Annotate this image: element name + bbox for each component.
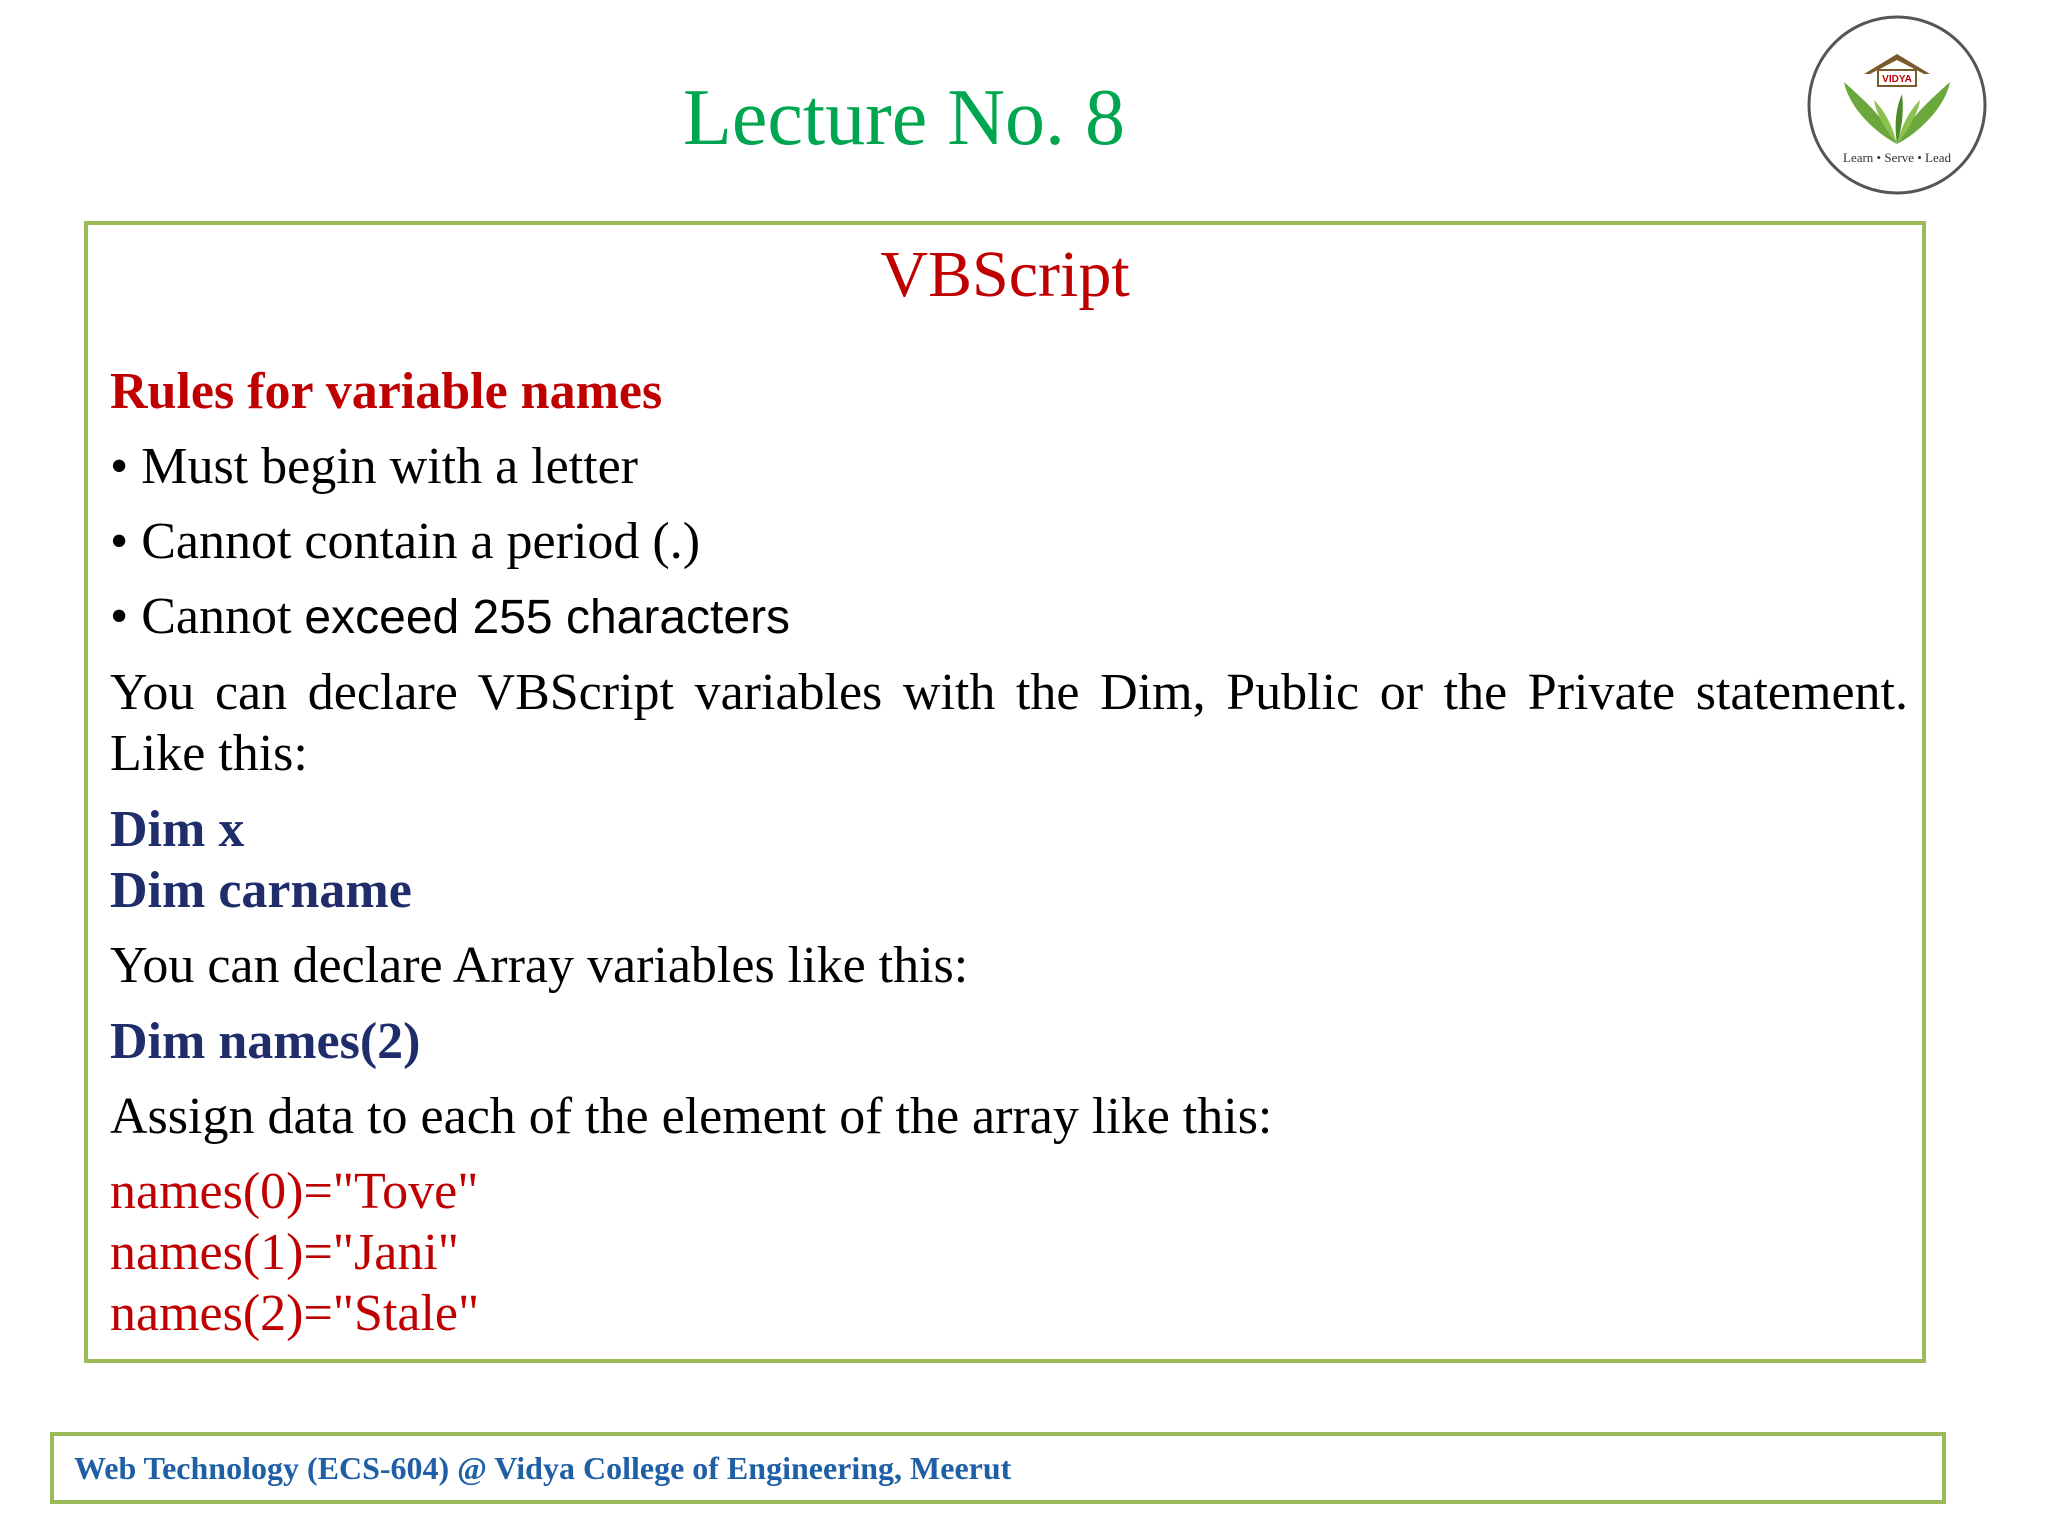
rule-item-suffix: exceed 255 characters [304, 591, 791, 644]
content-box [84, 221, 1926, 1363]
assignment-line: names(1)="Jani" [110, 1224, 460, 1281]
rule-item: • Cannot contain a period (.) [110, 513, 701, 570]
lecture-title: Lecture No. 8 [682, 74, 1126, 162]
rule-item: • Must begin with a letter [110, 438, 638, 495]
array-intro: You can declare Array variables like this: [110, 937, 969, 994]
rule-item [110, 587, 790, 647]
footer-text: Web Technology (ECS-604) @ Vidya College of Engineering, Meerut [74, 1450, 1012, 1486]
logo-motto: Learn • Serve • Lead [1843, 150, 1951, 165]
college-logo [1804, 12, 1990, 198]
assignment-line: names(2)="Stale" [110, 1285, 480, 1342]
vidya-college-logo-icon [1804, 12, 1990, 198]
dim-example: Dim carname [110, 862, 412, 919]
logo-emblem-text: VIDYA [1882, 74, 1912, 85]
rule-item-prefix: • Cannot [110, 588, 305, 645]
array-example: Dim names(2) [110, 1013, 421, 1070]
rules-heading: Rules for variable names [110, 363, 663, 420]
assign-intro: Assign data to each of the element of the array like this: [110, 1088, 1273, 1145]
declare-paragraph: You can declare VBScript variables with the Dim, Public or the Private statement. Like this: [110, 664, 1908, 782]
assignment-line: names(0)="Tove" [110, 1163, 479, 1220]
footer [50, 1432, 1946, 1504]
slide-title: VBScript [880, 238, 1130, 311]
dim-example: Dim x [110, 801, 245, 858]
